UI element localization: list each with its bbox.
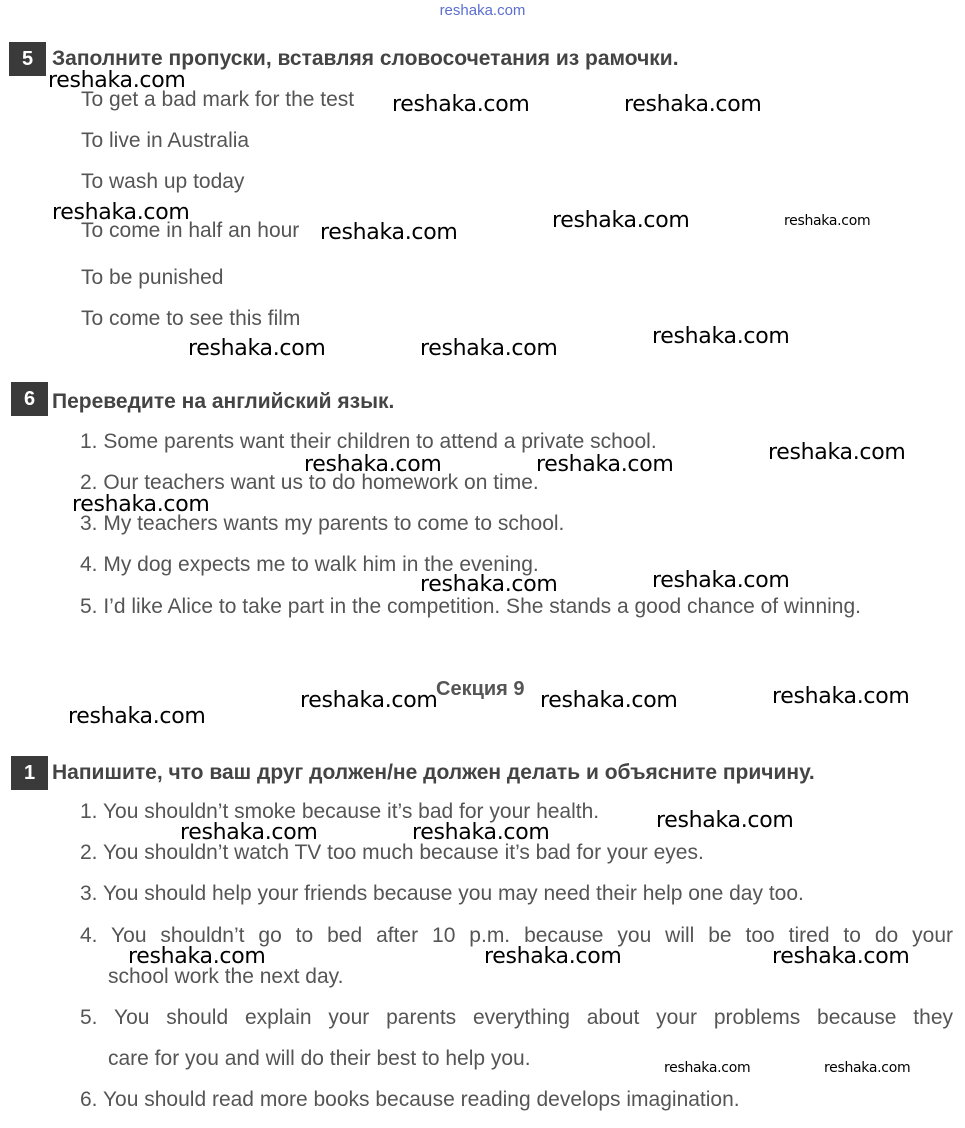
watermark: reshaka.com [772,684,910,709]
task-1-number: 1 [11,756,48,790]
watermark: reshaka.com [68,704,206,729]
watermark: reshaka.com [664,1060,751,1076]
advice-sentence: 3. You should help your friends because you may need their help one day too. [80,882,804,905]
watermark: reshaka.com [824,1060,911,1076]
watermark: reshaka.com [552,208,690,233]
watermark: reshaka.com [412,820,550,845]
watermark: reshaka.com [52,200,190,225]
watermark: reshaka.com [180,820,318,845]
advice-sentence-continued: care for you and will do their best to help you. [108,1047,531,1070]
watermark: reshaka.com [188,336,326,361]
translation-sentence: 4. My dog expects me to walk him in the evening. [80,553,539,576]
watermark: reshaka.com [320,220,458,245]
advice-sentence: 4. You shouldn’t go to bed after 10 p.m. because you will be too tired to do your [80,924,953,947]
advice-sentence: 2. You shouldn’t watch TV too much because it’s bad for your eyes. [80,841,704,864]
advice-sentence: 6. You should read more books because reading develops imagination. [80,1088,740,1111]
task-5-number: 5 [9,42,46,76]
phrase-item: To come in half an hour [81,219,300,242]
watermark: reshaka.com [536,452,674,477]
site-link[interactable]: reshaka.com [439,2,526,19]
watermark: reshaka.com [656,808,794,833]
section-title: Секция 9 [436,678,525,700]
translation-sentence: 1. Some parents want their children to attend a private school. [80,430,657,453]
watermark: reshaka.com [652,324,790,349]
phrase-item: To wash up today [81,170,245,193]
watermark: reshaka.com [48,68,186,93]
task-6-instruction: Переведите на английский язык. [52,390,395,413]
watermark: reshaka.com [784,213,871,229]
watermark: reshaka.com [304,452,442,477]
advice-sentence: 5. You should explain your parents everything about your problems because they [80,1006,953,1029]
watermark: reshaka.com [652,568,790,593]
task-6-number: 6 [11,382,48,416]
watermark: reshaka.com [72,492,210,517]
translation-sentence: 3. My teachers wants my parents to come to school. [80,512,565,535]
phrase-item: To be punished [81,266,224,289]
watermark: reshaka.com [624,92,762,117]
advice-sentence-continued: school work the next day. [108,965,344,988]
watermark: reshaka.com [420,572,558,597]
task-5-instruction: Заполните пропуски, вставляя словосочетания из рамочки. [52,47,679,70]
watermark: reshaka.com [392,92,530,117]
watermark: reshaka.com [484,944,622,969]
advice-sentence: 1. You shouldn’t smoke because it’s bad for your health. [80,800,600,823]
watermark: reshaka.com [300,688,438,713]
translation-sentence: 2. Our teachers want us to do homework on time. [80,471,539,494]
watermark: reshaka.com [768,440,906,465]
watermark: reshaka.com [420,336,558,361]
task-1-instruction: Напишите, что ваш друг должен/не должен делать и объясните причину. [52,761,815,784]
phrase-item: To come to see this film [81,307,301,330]
translation-sentence: 5. I’d like Alice to take part in the competition. She stands a good chance of winning. [80,595,861,618]
watermark: reshaka.com [128,944,266,969]
phrase-item: To get a bad mark for the test [81,88,355,111]
phrase-item: To live in Australia [81,129,250,152]
watermark: reshaka.com [540,688,678,713]
watermark: reshaka.com [772,944,910,969]
